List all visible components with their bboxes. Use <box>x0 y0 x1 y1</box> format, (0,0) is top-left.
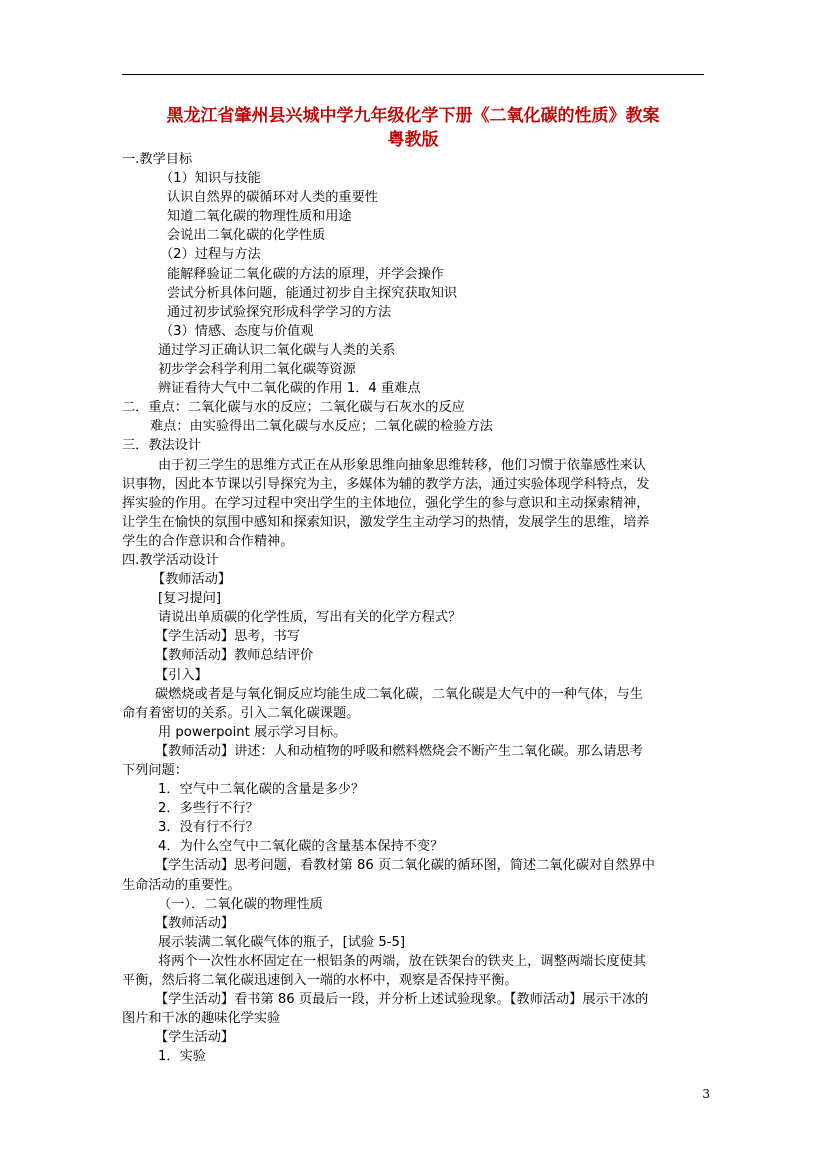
paragraph-line: 平衡，然后将二氧化碳迅速倒入一端的水杯中，观察是否保持平衡。 <box>122 973 518 989</box>
question-item: 2．多些行不行？ <box>158 801 259 817</box>
goal-line: 通过初步试验探究形成科学学习的方法 <box>167 304 392 320</box>
header-rule <box>122 74 704 75</box>
document-title: 黑龙江省肇州县兴城中学九年级化学下册《二氧化碳的性质》教案 <box>166 106 660 126</box>
heading-activity-design: 四.教学活动设计 <box>122 552 219 568</box>
experiment-item: 1．实验 <box>158 1049 206 1065</box>
heading-teaching-method: 三．教法设计 <box>122 438 202 454</box>
goal-line: 知道二氧化碳的物理性质和用途 <box>167 209 352 225</box>
student-activity-label: 【学生活动】 <box>155 1030 235 1046</box>
difficult-points: 难点：由实验得出二氧化碳与水反应；二氧化碳的检验方法 <box>150 419 493 435</box>
subheading-attitude-values: （3）情感、态度与价值观 <box>160 323 314 339</box>
student-activity-line: 【学生活动】思考，书写 <box>155 629 301 645</box>
heading-teaching-goals: 一.教学目标 <box>122 152 193 167</box>
teacher-activity-label: 【教师活动】 <box>152 572 232 588</box>
review-question-label: [复习提问] <box>158 591 222 607</box>
paragraph-line: 由于初三学生的思维方式正在从形象思维向抽象思维转移，他们习惯于依靠感性来认 <box>158 457 646 473</box>
question-item: 4．为什么空气中二氧化碳的含量基本保持不变？ <box>158 839 444 855</box>
subheading-knowledge-skills: （1）知识与技能 <box>160 171 261 187</box>
paragraph-line: 识事物，因此本节课以引导探究为主，多媒体为辅的教学方法，通过实验体现学科特点，发 <box>122 476 650 492</box>
document-title-edition: 粤教版 <box>387 130 439 150</box>
paragraph-line: 让学生在愉快的氛围中感知和探索知识，激发学生主动学习的热情，发展学生的思维，培养 <box>122 514 650 530</box>
paragraph-line: 学生的合作意识和合作精神。 <box>122 533 294 549</box>
paragraph-line: 将两个一次性水杯固定在一根铝条的两端，放在铁架台的铁夹上，调整两端长度使其 <box>158 953 646 969</box>
goal-line: 认识自然界的碳循环对人类的重要性 <box>167 190 378 206</box>
teacher-activity-label: 【教师活动】 <box>155 915 235 931</box>
teacher-activity-line: 【教师活动】讲述：人和动植物的呼吸和燃料燃烧会不断产生二氧化碳。那么请思考 <box>155 743 643 759</box>
heading-key-points: 二．重点：二氧化碳与水的反应；二氧化碳与石灰水的反应 <box>122 400 465 416</box>
goal-line: 能解释验证二氧化碳的方法的原理，并学会操作 <box>167 266 444 282</box>
question-item: 1．空气中二氧化碳的含量是多少？ <box>158 782 365 798</box>
paragraph-line: 挥实验的作用。在学习过程中突出学生的主体地位，强化学生的参与意识和主动探索精神， <box>122 495 650 511</box>
paragraph-line: 展示装满二氧化碳气体的瓶子，[试验 5-5] <box>158 934 406 950</box>
goal-line: 尝试分析具体问题，能通过初步自主探究获取知识 <box>167 285 458 301</box>
paragraph-line: 命有着密切的关系。引入二氧化碳课题。 <box>122 705 360 721</box>
goal-line: 会说出二氧化碳的化学性质 <box>167 228 326 244</box>
paragraph-line: 生命活动的重要性。 <box>122 877 241 893</box>
goal-line: 初步学会科学利用二氧化碳等资源 <box>158 362 356 378</box>
introduction-label: 【引入】 <box>155 667 208 683</box>
student-activity-line: 【学生活动】看书第 86 页最后一段，并分析上述试验现象。【教师活动】展示干冰的 <box>155 992 649 1008</box>
paragraph-line: 碳燃烧或者是与氧化铜反应均能生成二氧化碳，二氧化碳是大气中的一种气体，与生 <box>155 686 643 702</box>
paragraph-line: 下列问题： <box>122 763 188 778</box>
teacher-activity-line: 【教师活动】教师总结评价 <box>155 648 314 664</box>
page-number: 3 <box>702 1087 710 1101</box>
paragraph-line: 用 powerpoint 展示学习目标。 <box>158 724 347 740</box>
goal-line: 辨证看待大气中二氧化碳的作用 1．4 重难点 <box>158 381 421 397</box>
goal-line: 通过学习正确认识二氧化碳与人类的关系 <box>158 342 396 358</box>
question-item: 3．没有行不行？ <box>158 820 259 836</box>
subheading-process-method: （2）过程与方法 <box>160 247 261 263</box>
paragraph-line: 请说出单质碳的化学性质，写出有关的化学方程式？ <box>158 610 462 626</box>
subheading-physical-properties: （一）．二氧化碳的物理性质 <box>158 896 323 912</box>
student-activity-line: 【学生活动】思考问题，看教材第 86 页二氧化碳的循环图，简述二氧化碳对自然界中 <box>155 858 655 874</box>
document-body <box>122 150 704 1067</box>
paragraph-line: 图片和干冰的趣味化学实验 <box>122 1011 281 1027</box>
